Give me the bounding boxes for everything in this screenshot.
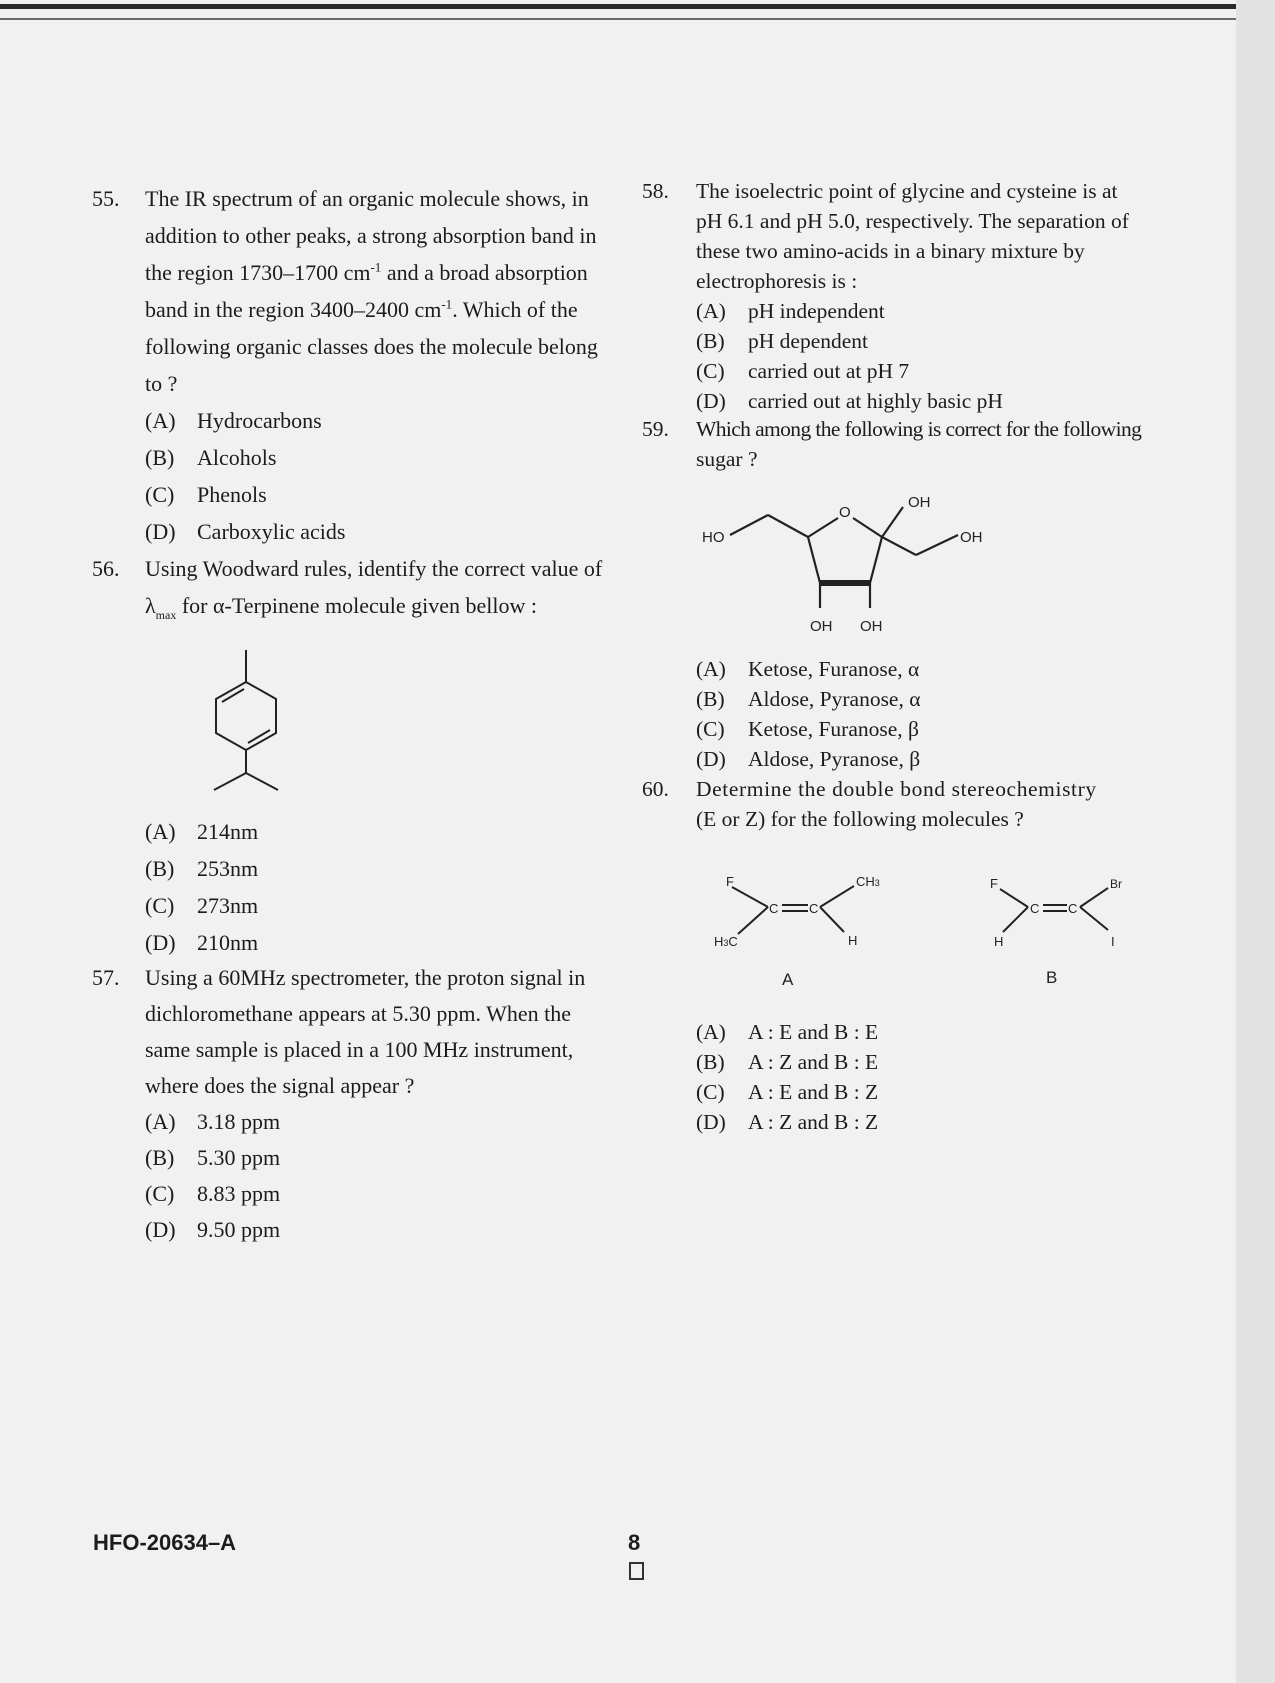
- molecule-b-caption: B: [1046, 968, 1058, 987]
- molecule-a-label-c1: C: [769, 901, 779, 916]
- option-d: (D) Aldose, Pyranose, β: [696, 747, 921, 771]
- sugar-label-oh-bottom-right: OH: [860, 618, 883, 635]
- question-number: 57.: [92, 965, 120, 990]
- option-a: (A) pH independent: [696, 299, 885, 323]
- question-text: band in the region 3400–2400 $cm^{-1}$. Which of the: [145, 296, 578, 322]
- option-a: (A) 3.18 ppm: [145, 1109, 281, 1134]
- question-body: [696, 414, 1141, 474]
- question-text: dichloromethane appears at 5.30 ppm. When the: [145, 1001, 572, 1026]
- sugar-label-oh-right: OH: [960, 529, 983, 546]
- molecule-a-caption: A: [782, 970, 794, 989]
- paper-code: HFO-20634–A: [93, 1530, 237, 1555]
- alpha-terpinene-structure: [200, 640, 300, 800]
- question-text: The isoelectric point of glycine and cysteine is at: [696, 179, 1118, 203]
- option-a: (A) Ketose, Furanose, α: [696, 657, 920, 681]
- molecule-b-label-c1: C: [1030, 901, 1040, 916]
- option-b: (B) Aldose, Pyranose, α: [696, 687, 921, 711]
- top-rule: [0, 4, 1236, 9]
- option-c: (C) 273nm: [145, 893, 259, 918]
- option-list: [696, 1017, 878, 1137]
- sugar-label-oh-bottom-left: OH: [810, 618, 833, 635]
- option-c: (C) A : E and B : Z: [696, 1080, 879, 1104]
- option-c: (C) 8.83 ppm: [145, 1181, 281, 1206]
- option-list: [145, 813, 258, 961]
- option-c: (C) Ketose, Furanose, β: [696, 717, 919, 741]
- option-a: (A) A : E and B : E: [696, 1020, 879, 1044]
- question-text: addition to other peaks, a strong absorption band in: [145, 223, 597, 248]
- option-c: (C) Phenols: [145, 482, 267, 507]
- alkene-structures: [710, 870, 1150, 1000]
- scan-edge: [1236, 0, 1275, 1683]
- option-d: (D) A : Z and B : Z: [696, 1110, 879, 1134]
- question-text: pH 6.1 and pH 5.0, respectively. The separation of: [696, 209, 1129, 233]
- question-text: Determine the double bond stereochemistry: [696, 777, 1097, 801]
- sugar-label-ho: HO: [702, 529, 725, 546]
- question-text: same sample is placed in a 100 MHz instrument,: [145, 1037, 574, 1062]
- question-text: $\lambda_{max}$ for α-Terpinene molecule given bellow :: [145, 593, 537, 622]
- question-number: 60.: [642, 777, 669, 801]
- question-text: The IR spectrum of an organic molecule shows, in: [145, 186, 589, 211]
- question-text: where does the signal appear ?: [145, 1073, 415, 1098]
- question-number: 55.: [92, 186, 120, 211]
- question-text: (E or Z) for the following molecules ?: [696, 807, 1024, 831]
- question-text: to ?: [145, 371, 178, 396]
- page-marker-box: [629, 1562, 644, 1580]
- option-list: [696, 654, 921, 774]
- sugar-label-oh-top: OH: [908, 494, 931, 511]
- molecule-a-label-f: F: [726, 874, 734, 889]
- option-d: (D) 210nm: [145, 930, 259, 955]
- question-text: the region 1730–1700 $cm^{-1}$ and a broad absorption: [145, 259, 588, 285]
- option-b: (B) pH dependent: [696, 329, 869, 353]
- molecule-b-label-h: H: [994, 934, 1004, 949]
- furanose-sugar-structure: [690, 485, 1010, 635]
- molecule-b-label-br: Br: [1110, 877, 1122, 891]
- option-b: (B) Alcohols: [145, 445, 277, 470]
- question-text: Which among the following is correct for the following: [696, 417, 1142, 441]
- page-number: 8: [628, 1530, 641, 1555]
- question-text: Using a 60MHz spectrometer, the proton signal in: [145, 965, 586, 990]
- option-b: (B) 5.30 ppm: [145, 1145, 281, 1170]
- question-number: 58.: [642, 179, 669, 203]
- molecule-b-label-f: F: [990, 876, 998, 891]
- question-text: electrophoresis is :: [696, 269, 858, 293]
- question-number: 56.: [92, 556, 120, 581]
- question-text: Using Woodward rules, identify the correct value of: [145, 556, 603, 581]
- question-body: [145, 180, 598, 550]
- option-a: (A) Hydrocarbons: [145, 408, 322, 433]
- option-c: (C) carried out at pH 7: [696, 359, 910, 383]
- molecule-a-label-c2: C: [809, 901, 819, 916]
- question-text: these two amino-acids in a binary mixture by: [696, 239, 1085, 263]
- question-body: [145, 550, 602, 628]
- option-b: (B) 253nm: [145, 856, 259, 881]
- molecule-a-label-h: H: [848, 933, 858, 948]
- top-rule-thin: [0, 18, 1236, 20]
- question-text: following organic classes does the molecule belong: [145, 334, 598, 359]
- molecule-b-label-i: I: [1111, 934, 1115, 949]
- question-body: [696, 774, 1097, 834]
- option-d: (D) carried out at highly basic pH: [696, 389, 1003, 413]
- question-body: [145, 960, 585, 1248]
- option-d: (D) 9.50 ppm: [145, 1217, 281, 1242]
- question-number: 59.: [642, 417, 669, 441]
- option-b: (B) A : Z and B : E: [696, 1050, 879, 1074]
- molecule-b-label-c2: C: [1068, 901, 1078, 916]
- question-body: [696, 176, 1129, 416]
- question-text: sugar ?: [696, 447, 758, 471]
- sugar-label-ring-oxygen: O: [839, 504, 851, 521]
- molecule-a-label-h3c: H3C: [714, 934, 738, 949]
- molecule-a-label-ch3: CH3: [856, 874, 880, 889]
- option-d: (D) Carboxylic acids: [145, 519, 346, 544]
- option-a: (A) 214nm: [145, 819, 259, 844]
